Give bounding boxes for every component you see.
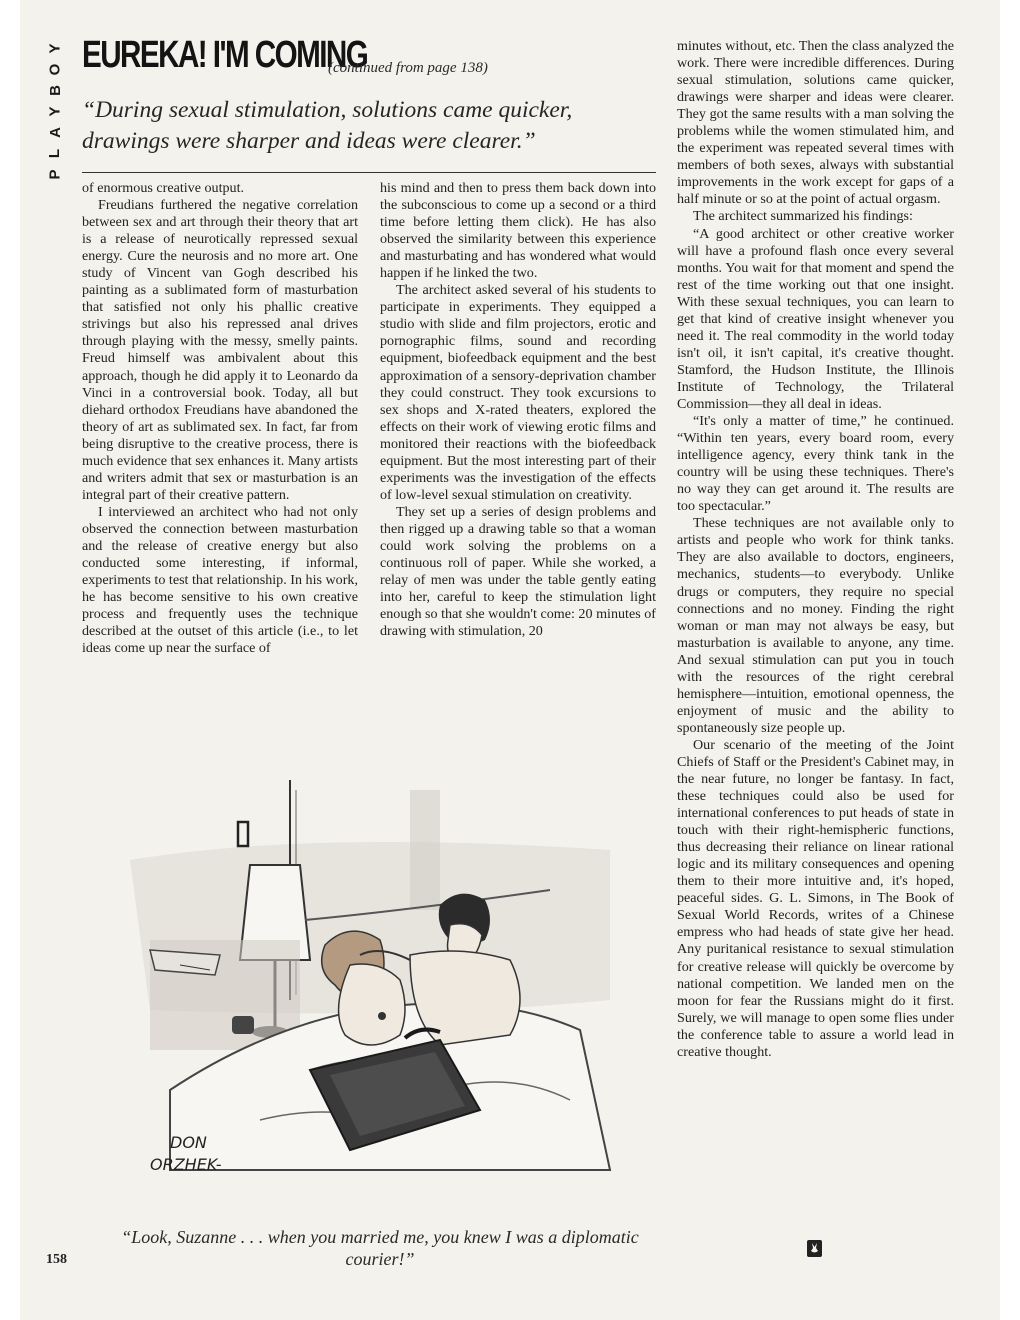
paragraph: These techniques are not available only to artists and people who work for think tanks. They are also available to doctors, engineers, mechanics, students—to everybody. Unlike drugs or computers, they require no special connections and no money. Finding the right woman or man may not always be easy, but masturbation is available to anyone, any time. And sexual stimulation can put you in touch with the resources of the right cerebral hemisphere—intuition, emotional openness, the enjoyment of music and the ability to spontaneously size people up. [677, 515, 954, 736]
mag-letter: Y [46, 43, 64, 54]
mag-letter: B [46, 85, 64, 96]
paragraph: The architect summarized his findings: [693, 208, 913, 225]
magazine-name-vertical [42, 38, 68, 185]
paragraph: Freudians furthered the negative correlation between sex and art through their theory that art is a release of neurotically repressed sexual energy. Cure the neurosis and no more art. One study of Vincent van Gogh described his painting as a sublimated form of masturbation that satisfied not only his phallic creative strivings but also his repressed anal drives through playing with the messy, smelly paints. Freud himself was ambivalent about this approach, though he did apply it to Leonardo da Vinci in a controversial book. Today, all but diehard orthodox Freudians have abandoned the theory of art as sublimated sex. In fact, far from being disruptive to the creative process, there is much evidence that sex enhances it. Many artists and writers admit that sex or masturbation is an integral part of their creative pattern. [82, 197, 358, 503]
paragraph: his mind and then to press them back down into the subconscious to come up a second or a third time before letting them click). He has also observed the similarity between this experience and masturbating and has wondered what would happen if he linked the two. [380, 180, 656, 282]
divider-rule [82, 172, 656, 173]
mag-letter: A [46, 127, 64, 138]
page-number: 158 [46, 1252, 67, 1267]
paragraph: Our scenario of the meeting of the Joint Chiefs of Staff or the President's Cabinet may, in the near future, no longer be fantasy. In fact, these techniques could also be used for international conferences to put heads of state in touch with their right-hemispheric functions, thus decreasing their reliance on linear rational logic and its military consequences and opening them to their more intuitive and, it's hoped, peaceful sides. G. L. Simons, in The Book of Sexual World Records, writes of a Chinese empress who had heads of state give her head. Any puritanical resistance to sexual stimulation for creative release will quickly be overcome by national competition. We landed men on the moon for fear the Russians might do it first. Surely, we will manage to open some flies under the conference table to assure a world lead in creative thought. [677, 736, 954, 1060]
mag-letter: Y [46, 106, 64, 117]
text-column-1 [82, 180, 358, 657]
mag-letter: P [46, 169, 64, 180]
rabbit-head-endmark-icon [807, 1240, 822, 1257]
text-column-3 [677, 38, 954, 1061]
mag-letter: O [46, 63, 64, 76]
paragraph: The architect asked several of his students to participate in experiments. They equipped a studio with slide and film projectors, erotic and pornographic films, sound and recording equipment, biofeedback equipment and the best approximation of a sensory-deprivation chamber they could construct. They took excursions to sex shops and X-rated theaters, explored the effects on their work of viewing erotic films and monitored their reactions with the biofeedback equipment. But the most interesting part of their experiments was the investigation of the effects of low-level sexual stimulation on creativity. [380, 282, 656, 503]
article-headline: EUREKA! I'M COMING [82, 34, 368, 76]
cartoon-signature: ORZHEK- [150, 1155, 222, 1174]
text-column-2 [380, 180, 656, 640]
cartoon-illustration [110, 770, 630, 1190]
paragraph: minutes without, etc. Then the class analyzed the work. There were incredible differences. During sexual stimulation, solutions came quicker, drawings were sharper and ideas were clearer. They got the same results with a man solving the problems while the women stimulated him, and the experiment was repeated several times with members of both sexes, always with substantial improvements in the work except for gaps of a half minute or so at the point of actual orgasm. [677, 38, 954, 208]
paragraph: They set up a series of design problems and then rigged up a drawing table so that a woman could work solving the problems on a continuous roll of paper. While she worked, a relay of men was under the table gently eating into her, careful to keep the stimulation light enough so that she wouldn't come: 20 minutes of drawing with stimulation, 20 [380, 503, 656, 640]
mag-letter: L [46, 148, 64, 159]
paragraph: of enormous creative output. [82, 180, 245, 196]
continued-note: (continued from page 138) [328, 60, 488, 76]
paragraph: I interviewed an architect who had not only observed the connection between masturbation and the release of creative energy but also conducted some interesting, if informal, experiments to test that relationship. In his work, he has become sensitive to his own creative process and frequently uses the technique described at the outset of this article (i.e., to let ideas come up near the surface of [82, 503, 358, 657]
pull-quote: “During sexual stimulation, solutions came quicker, drawings were sharper and ideas were clearer.” [82, 97, 573, 154]
cartoon-caption: “Look, Suzanne . . . when you married me, you knew I was a diplomatic courier!” [121, 1227, 639, 1269]
paragraph: “A good architect or other creative worker will have a profound flash once every several months. You wait for that moment and spend the rest of the time working out that one insight. With these sexual techniques, you can learn to get that kind of creative insight whenever you need it. The real commodity in the world today isn't oil, it isn't capital, it's creative thought. Stamford, the Hudson Institute, the Illinois Institute of Technology, the Trilateral Commission—they all deal in ideas. [677, 225, 954, 412]
paragraph: “It's only a matter of time,” he continued. “Within ten years, every board room, every intelligence agency, every think tank in the country will be using these techniques. There's no way they can get around it. The results are too spectacular.” [677, 413, 954, 515]
cartoon-signature: DON [170, 1133, 207, 1152]
